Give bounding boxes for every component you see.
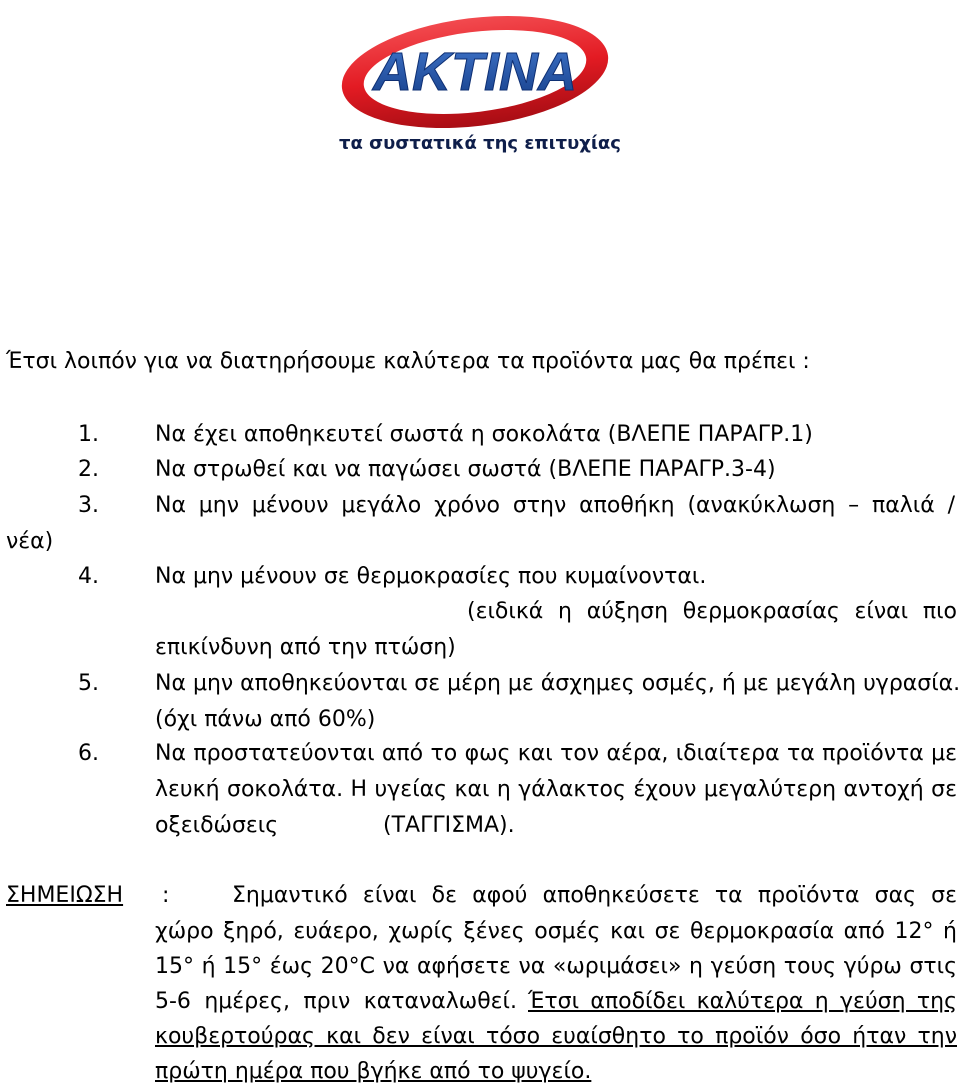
item-6-text: Να προστατεύονται από το φως και τον αέρα, ιδιαίτερα τα προϊόντα με xyxy=(155,741,957,766)
note-line-3: 15° ή 15° έως 20°C να αφήσετε να «ωριμάσει» η γεύση τους γύρω στις xyxy=(155,954,957,979)
item-1-number: 1. xyxy=(78,422,99,447)
logo-brand-text: AKTINA xyxy=(373,42,577,102)
item-5-number: 5. xyxy=(78,671,99,696)
item-5-text-cont: (όχι πάνω από 60%) xyxy=(155,707,376,732)
note-line-4-underlined: Έτσι αποδίδει καλύτερα η γεύση της xyxy=(528,989,957,1014)
note-line-4: 5-6 ημέρες, πριν καταναλωθεί. xyxy=(155,989,517,1014)
item-6-number: 6. xyxy=(78,741,99,766)
item-1-text: Να έχει αποθηκευτεί σωστά η σοκολάτα (ΒΛΕΠΕ ΠΑΡΑΓΡ.1) xyxy=(155,422,813,447)
item-4-text: Να μην μένουν σε θερμοκρασίες που κυμαίνονται. xyxy=(155,564,707,589)
note-label: ΣΗΜΕΙΩΣΗ xyxy=(6,883,124,908)
item-6-text-paren: (ΤΑΓΓΙΣΜΑ). xyxy=(383,813,515,838)
item-4-number: 4. xyxy=(78,564,99,589)
item-4-note: (ειδικά η αύξηση θερμοκρασίας είναι πιο xyxy=(467,599,957,624)
note-line-5: κουβερτούρας και δεν είναι τόσο ευαίσθητο το προϊόν όσο ήταν την xyxy=(155,1024,957,1049)
item-6-text-cont: λευκή σοκολάτα. Η υγείας και η γάλακτος έχουν μεγαλύτερη αντοχή σε xyxy=(155,777,957,802)
item-2-text: Να στρωθεί και να παγώσει σωστά (ΒΛΕΠΕ ΠΑΡΑΓΡ.3-4) xyxy=(155,457,776,482)
item-5-text: Να μην αποθηκεύονται σε μέρη με άσχημες οσμές, ή με μεγάλη υγρασία. xyxy=(155,671,960,696)
logo-tagline: τα συστατικά της επιτυχίας xyxy=(339,133,621,154)
item-6-text-word: οξειδώσεις xyxy=(155,813,279,838)
item-3-number: 3. xyxy=(78,493,99,518)
item-3-text-cont: νέα) xyxy=(6,529,54,554)
item-2-number: 2. xyxy=(78,457,99,482)
intro-text: Έτσι λοιπόν για να διατηρήσουμε καλύτερα τα προϊόντα μας θα πρέπει : xyxy=(6,349,810,374)
note-colon: : xyxy=(162,883,170,908)
note-line-1: Σημαντικό είναι δε αφού αποθηκεύσετε τα προϊόντα σας σε xyxy=(232,883,957,908)
item-3-text: Να μην μένουν μεγάλο χρόνο στην αποθήκη (ανακύκλωση – παλιά / xyxy=(155,493,955,518)
note-line-2: χώρο ξηρό, ευάερο, χωρίς ξένες οσμές και σε θερμοκρασία από 12° ή xyxy=(155,919,957,944)
item-4-note-cont: επικίνδυνη από την πτώση) xyxy=(155,635,456,660)
note-line-6: πρώτη ημέρα που βγήκε από το ψυγείο. xyxy=(155,1059,592,1084)
